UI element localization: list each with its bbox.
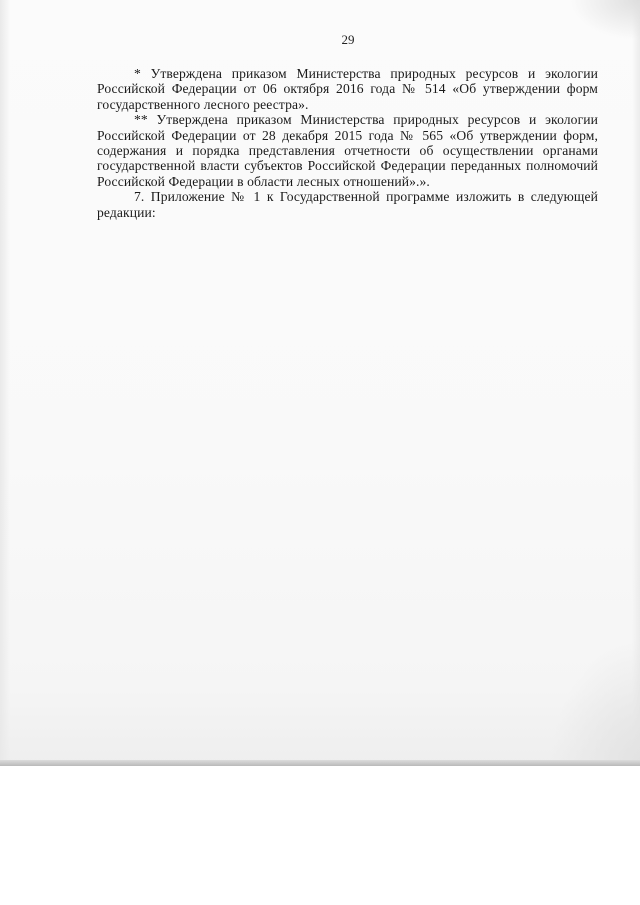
paragraph-item-7: 7. Приложение № 1 к Государственной программе изложить в следующей редакции: — [97, 189, 598, 220]
document-body — [97, 66, 598, 220]
page-number: 29 — [341, 32, 355, 47]
footnote-order-565: ** Утверждена приказом Министерства природных ресурсов и экологии Российской Федерации от 28 декабря 2015 года № 565 «Об утверждении форм, содержания и порядка представления отчетности об осуществлении органами государственной власти субъектов Российской Федерации переданных полномочий Российской Федерации в области лесных отношений».». — [97, 112, 598, 189]
footnote-order-514: * Утверждена приказом Министерства природных ресурсов и экологии Российской Федерации от 06 октября 2016 года № 514 «Об утверждении форм государственного лесного реестра». — [97, 66, 598, 112]
scan-shadow-corner — [550, 640, 640, 766]
scan-bottom-edge — [0, 760, 640, 766]
scan-shadow-left — [0, 0, 10, 766]
